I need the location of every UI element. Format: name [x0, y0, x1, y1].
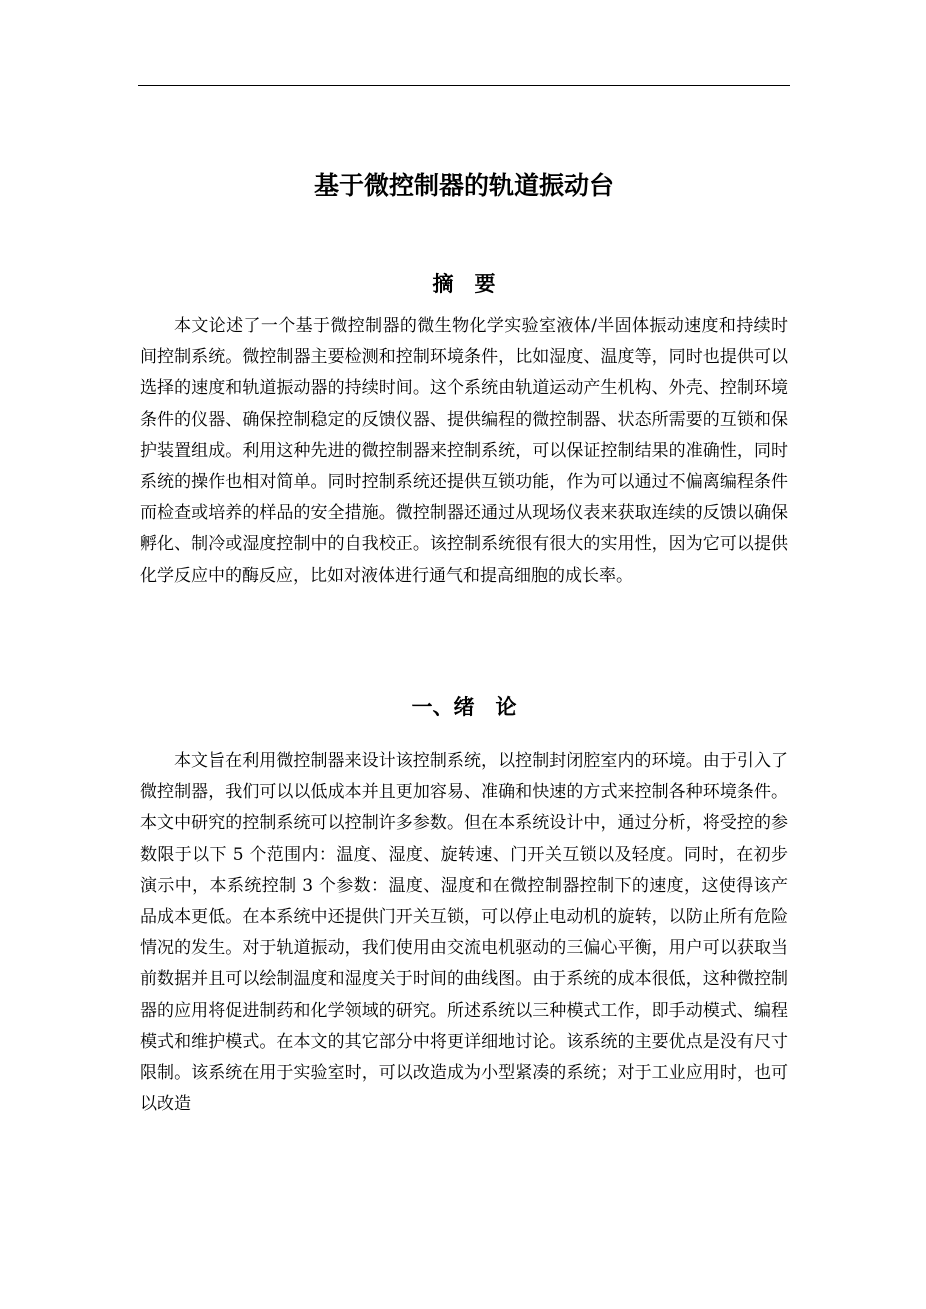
document-title: 基于微控制器的轨道振动台 [313, 171, 614, 200]
introduction-body: 本文旨在利用微控制器来设计该控制系统，以控制封闭腔室内的环境。由于引入了微控制器，我们可以以低成本并且更加容易、准确和快速的方式来控制各种环境条件。本文中研究的控制系统可以控制许多参数。但在本系统设计中，通过分析，将受控的参数限于以下 5 个范围内：温度、湿度、旋转速、门开关互锁以及轻度。同时，在初步演示中，本系统控制 3 个参数：温度、湿度和在微控制器控制下的速度，这使得该产品成本更低。在本系统中还提供门开关互锁，可以停止电动机的旋转，以防止所有危险情况的发生。对于轨道振动，我们使用由交流电机驱动的三偏心平衡，用户可以获取当前数据并且可以绘制温度和湿度关于时间的曲线图。由于系统的成本很低，这种微控制器的应用将促进制药和化学领域的研究。所述系统以三种模式工作，即手动模式、编程模式和维护模式。在本文的其它部分中将更详细地讨论。该系统的主要优点是没有尺寸限制。该系统在用于实验室时，可以改造成为小型紧凑的系统；对于工业应用时，也可以改造 [140, 751, 788, 1115]
abstract-body: 本文论述了一个基于微控制器的微生物化学实验室液体/半固体振动速度和持续时间控制系统。微控制器主要检测和控制环境条件，比如湿度、温度等，同时也提供可以选择的速度和轨道振动器的持续时间。这个系统由轨道运动产生机构、外壳、控制环境条件的仪器、确保控制稳定的反馈仪器、提供编程的微控制器、状态所需要的互锁和保护装置组成。利用这种先进的微控制器来控制系统，可以保证控制结果的准确性，同时系统的操作也相对简单。同时控制系统还提供互锁功能，作为可以通过不偏离编程条件而检查或培养的样品的安全措施。微控制器还通过从现场仪表来获取连续的反馈以确保孵化、制冷或湿度控制中的自我校正。该控制系统很有很大的实用性，因为它可以提供化学反应中的酶反应，比如对液体进行通气和提高细胞的成长率。 [140, 316, 788, 586]
abstract-heading: 摘 要 [432, 272, 496, 296]
introduction-heading: 一、绪 论 [411, 695, 517, 719]
header-rule [138, 85, 790, 86]
